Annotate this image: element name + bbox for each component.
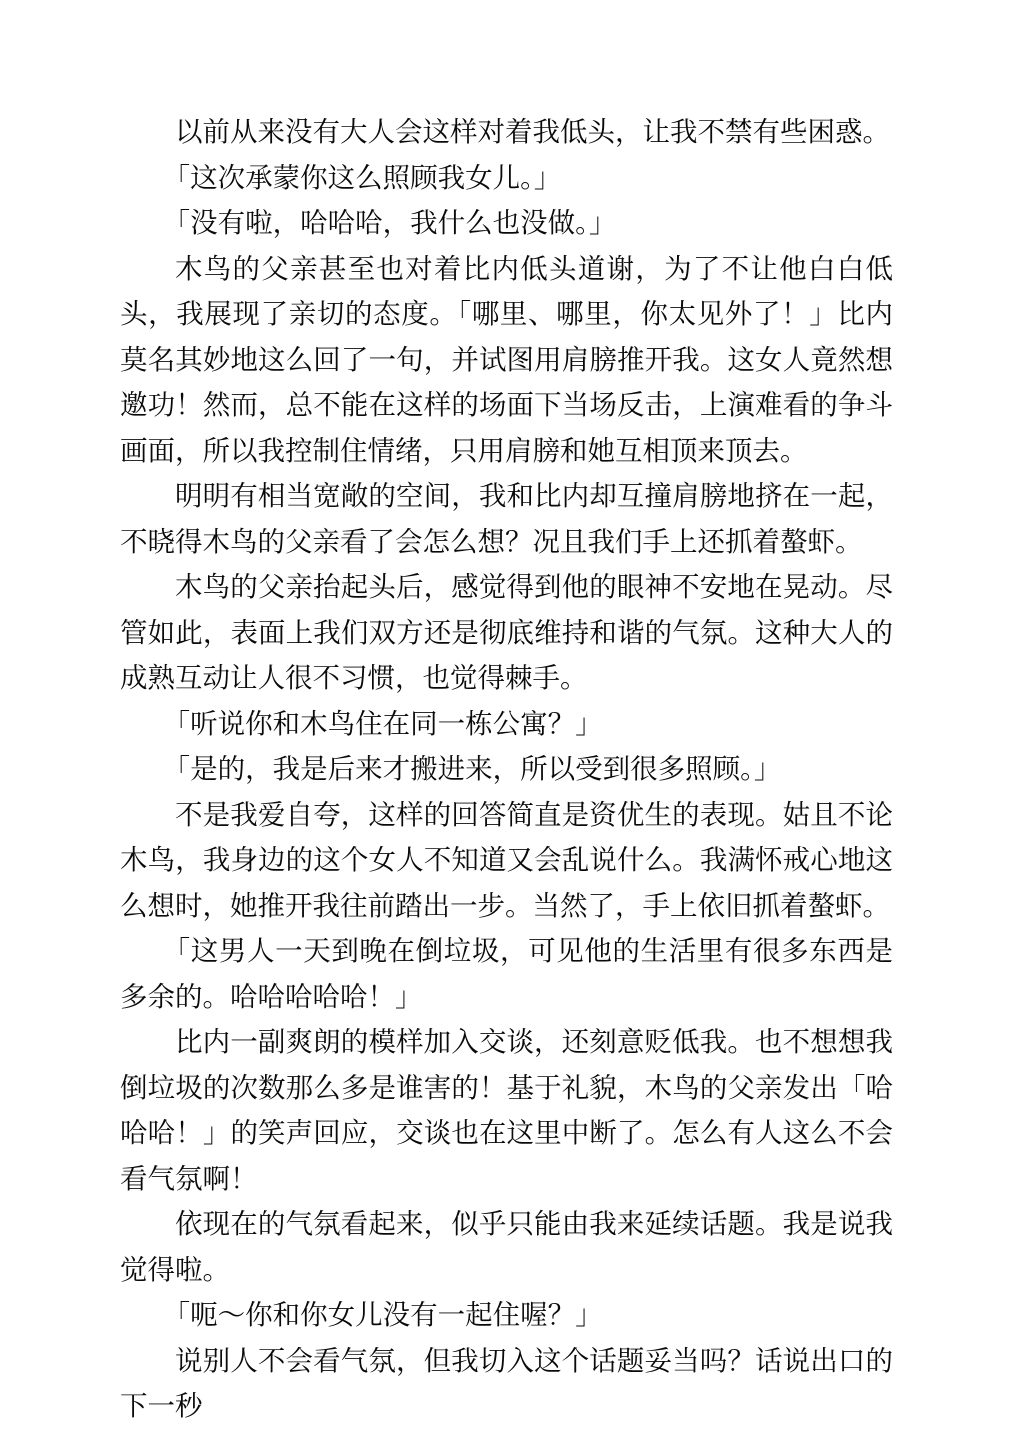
paragraph-dialogue: 「这男人一天到晚在倒垃圾，可见他的生活里有很多东西是多余的。哈哈哈哈哈！」 — [120, 935, 893, 1013]
paragraph-dialogue: 「没有啦，哈哈哈，我什么也没做。」 — [162, 207, 617, 239]
paragraph-dialogue: 「听说你和木鸟住在同一栋公寓？」 — [162, 707, 603, 740]
paragraph-dialogue: 「呃～你和你女儿没有一起住喔？」 — [162, 1299, 603, 1331]
paragraph-dialogue: 「是的，我是后来才搬进来，所以受到很多照顾。」 — [162, 753, 782, 785]
paragraph-narration: 不是我爱自夸，这样的回答简直是资优生的表现。姑且不论木鸟，我身边的这个女人不知道又会乱说什么。我满怀戒心地这么想时，她推开我往前踏出一步。当然了，手上依旧抓着螯虾。 — [120, 798, 893, 922]
paragraph-narration: 比内一副爽朗的模样加入交谈，还刻意贬低我。也不想想我倒垃圾的次数那么多是谁害的！基于礼貌，木鸟的父亲发出「哈哈哈！」的笑声回应，交谈也在这里中断了。怎么有人这么不会看气氛啊！ — [120, 1026, 893, 1195]
paragraph-narration: 明明有相当宽敞的空间，我和比内却互撞肩膀地挤在一起，不晓得木鸟的父亲看了会怎么想？况且我们手上还抓着螯虾。 — [120, 480, 893, 558]
page-body-text — [120, 110, 893, 1430]
paragraph-narration: 以前从来没有大人会这样对着我低头，让我不禁有些困惑。 — [175, 116, 890, 148]
paragraph-narration: 说别人不会看气氛，但我切入这个话题妥当吗？话说出口的下一秒 — [120, 1344, 893, 1422]
paragraph-narration: 依现在的气氛看起来，似乎只能由我来延续话题。我是说我觉得啦。 — [120, 1208, 893, 1286]
paragraph-dialogue: 「这次承蒙你这么照顾我女儿。」 — [162, 161, 562, 194]
paragraph-narration: 木鸟的父亲甚至也对着比内低头道谢，为了不让他白白低头，我展现了亲切的态度。「哪里、哪里，你太见外了！」比内莫名其妙地这么回了一句，并试图用肩膀推开我。这女人竟然想邀功！然而，总不能在这样的场面下当场反击，上演难看的争斗画面，所以我控制住情绪，只用肩膀和她互相顶来顶去。 — [120, 252, 893, 467]
paragraph-narration: 木鸟的父亲抬起头后，感觉得到他的眼神不安地在晃动。尽管如此，表面上我们双方还是彻底维持和谐的气氛。这种大人的成熟互动让人很不习惯，也觉得棘手。 — [120, 571, 893, 694]
